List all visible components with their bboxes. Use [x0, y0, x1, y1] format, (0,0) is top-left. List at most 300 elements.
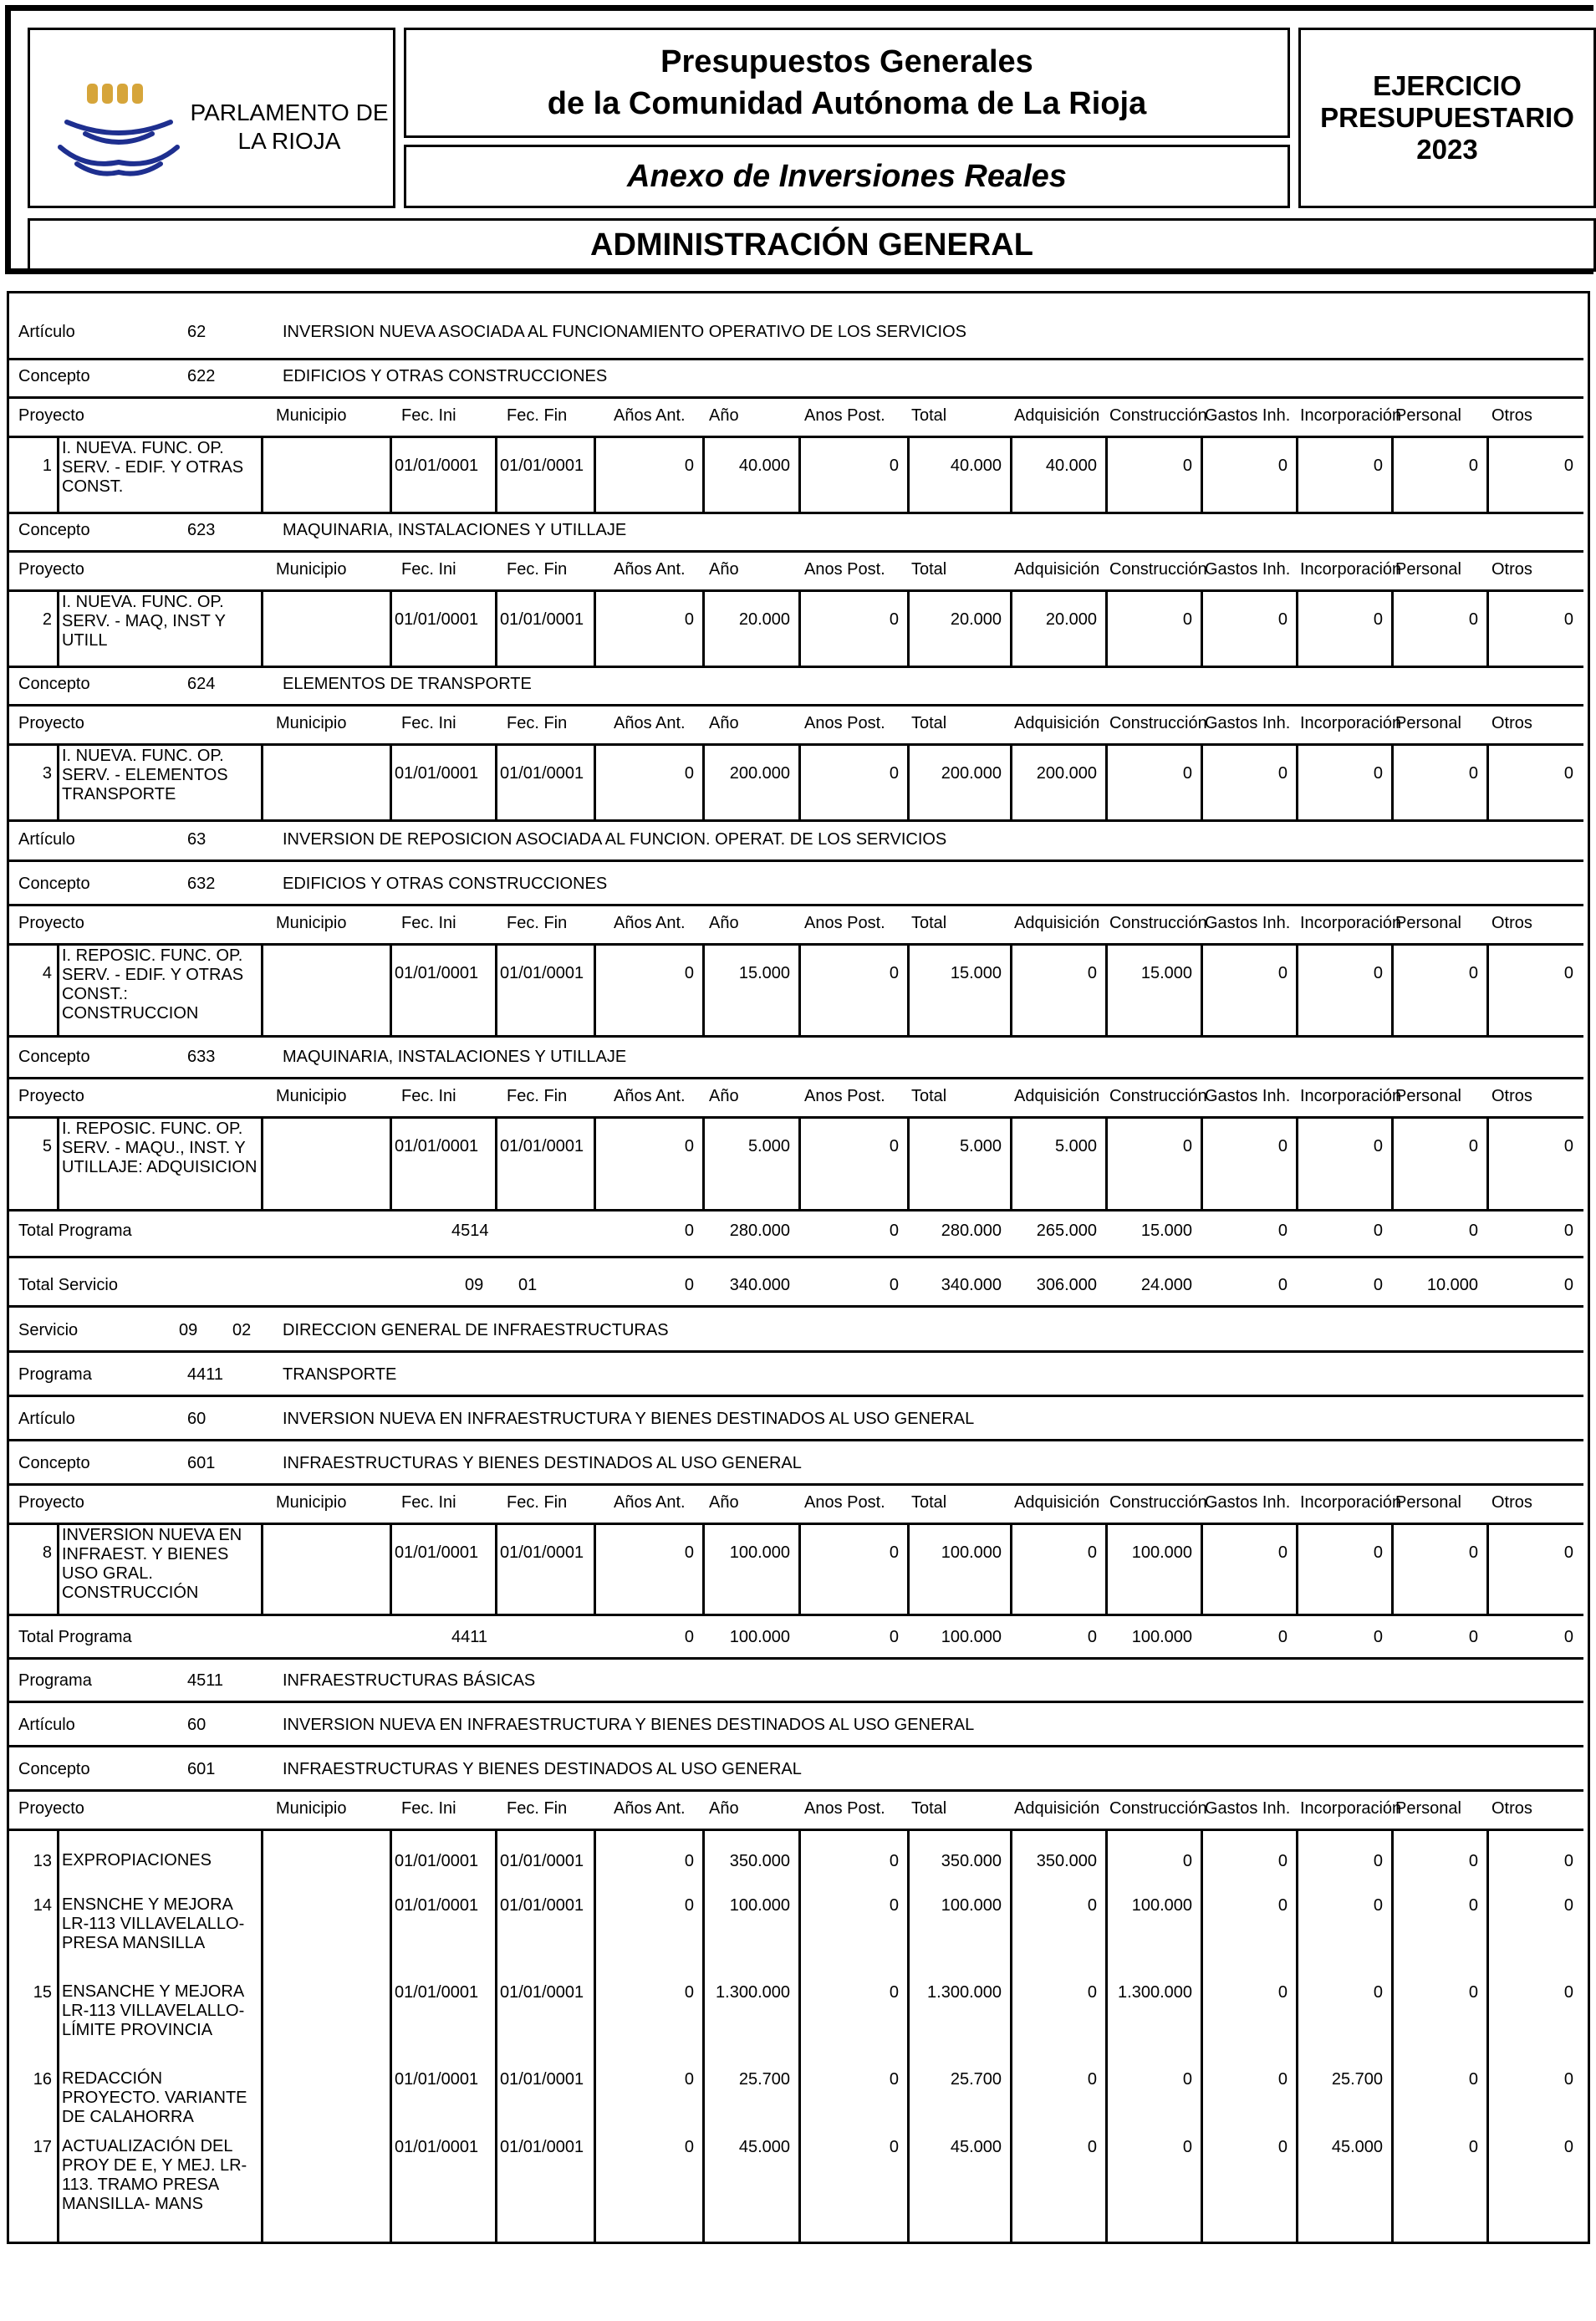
cell-gas: 0: [1277, 1222, 1288, 1240]
project-description: I. NUEVA. FUNC. OP. SERV. - ELEMENTOS TRANSPORTE: [62, 747, 228, 803]
project-description: INVERSION NUEVA EN INFRAEST. Y BIENES USO GRAL. CONSTRUCCIÓN: [62, 1526, 242, 1602]
cell-ano: 340.000: [729, 1276, 790, 1294]
parliament-logo: [52, 79, 186, 187]
cell-fecha-ini: 01/01/0001: [395, 2138, 479, 2156]
cell-otr: 0: [1563, 1137, 1573, 1155]
cell-total: 280.000: [941, 1222, 1002, 1240]
column-header-total: Total: [911, 1493, 947, 1512]
cell-con: 15.000: [1140, 1222, 1192, 1240]
servicio-code1: 09: [179, 1321, 198, 1339]
project-description: ENSNCHE Y MEJORA LR-113 VILLAVELALLO-PRESA MANSILLA: [62, 1895, 245, 1952]
cell-con: 1.300.000: [1118, 1983, 1192, 2002]
level-description: INVERSION NUEVA ASOCIADA AL FUNCIONAMIENTO OPERATIVO DE LOS SERVICIOS: [283, 323, 966, 341]
column-divider: [702, 1116, 705, 1209]
level-label: Concepto: [18, 1760, 90, 1778]
subtitle-box: [404, 145, 1290, 208]
row-divider: [7, 743, 1583, 746]
column-header-fec_ini: Fec. Ini: [401, 560, 456, 579]
row-divider: [7, 860, 1583, 862]
column-header-proyecto: Proyecto: [18, 1493, 84, 1512]
cell-adq: 40.000: [1045, 457, 1097, 475]
column-divider: [1010, 589, 1012, 666]
title-line2: de la Comunidad Autónoma de La Rioja: [547, 86, 1147, 121]
column-divider: [57, 589, 59, 666]
cell-fecha-fin: 01/01/0001: [500, 1137, 584, 1155]
cell-otr: 0: [1563, 964, 1573, 982]
column-header-anos_post: Anos Post.: [804, 914, 885, 932]
cell-fecha-fin: 01/01/0001: [500, 610, 584, 629]
cell-per: 0: [1468, 1543, 1478, 1562]
column-divider: [1391, 1523, 1394, 1614]
cell-fecha-fin: 01/01/0001: [500, 2070, 584, 2089]
column-header-anos_post: Anos Post.: [804, 714, 885, 732]
cell-per: 0: [1468, 764, 1478, 783]
column-header-gastos: Gastos Inh.: [1205, 1493, 1291, 1512]
column-header-fec_ini: Fec. Ini: [401, 1087, 456, 1105]
column-header-anos_ant: Años Ant.: [614, 1493, 686, 1512]
column-header-construccion: Construcción: [1109, 714, 1207, 732]
cell-ano: 100.000: [729, 1628, 790, 1646]
column-divider: [1296, 589, 1298, 666]
cell-otr: 0: [1563, 1896, 1573, 1915]
cell-con: 100.000: [1131, 1543, 1192, 1562]
row-divider: [7, 704, 1583, 707]
cell-inc: 0: [1373, 1276, 1383, 1294]
total-label: Total Programa: [18, 1222, 132, 1240]
cell-total: 25.700: [950, 2070, 1002, 2089]
cell-adq: 5.000: [1054, 1137, 1097, 1155]
servicio-code2: 02: [232, 1321, 252, 1339]
cell-post: 0: [889, 2138, 899, 2156]
column-divider: [1201, 943, 1203, 1035]
cell-post: 0: [889, 2070, 899, 2089]
column-divider: [798, 436, 801, 512]
row-divider: [7, 396, 1583, 399]
project-number: 1: [42, 457, 52, 475]
level-label: Artículo: [18, 830, 75, 849]
column-header-ano: Año: [709, 714, 739, 732]
project-number: 15: [33, 1983, 52, 2002]
cell-gas: 0: [1277, 610, 1288, 629]
column-divider: [390, 1116, 392, 1209]
cell-total: 100.000: [941, 1628, 1002, 1646]
cell-ano: 15.000: [738, 964, 790, 982]
column-header-municipio: Municipio: [276, 1799, 347, 1818]
cell-ant: 0: [684, 457, 694, 475]
project-number: 3: [42, 764, 52, 783]
column-divider: [798, 589, 801, 666]
column-divider: [1486, 1116, 1489, 1209]
cell-inc: 0: [1373, 1137, 1383, 1155]
column-header-fec_ini: Fec. Ini: [401, 914, 456, 932]
column-divider: [1201, 436, 1203, 512]
level-description: DIRECCION GENERAL DE INFRAESTRUCTURAS: [283, 1321, 669, 1339]
column-divider: [1010, 943, 1012, 1035]
project-number: 13: [33, 1852, 52, 1870]
column-header-anos_ant: Años Ant.: [614, 1799, 686, 1818]
column-divider: [798, 1523, 801, 1614]
cell-ant: 0: [684, 2138, 694, 2156]
cell-ano: 100.000: [729, 1896, 790, 1915]
column-header-adquisicion: Adquisición: [1014, 1493, 1100, 1512]
column-header-fec_fin: Fec. Fin: [507, 714, 568, 732]
column-header-ano: Año: [709, 406, 739, 425]
cell-adq: 265.000: [1036, 1222, 1097, 1240]
cell-otr: 0: [1563, 1222, 1573, 1240]
column-header-personal: Personal: [1395, 560, 1461, 579]
cell-otr: 0: [1563, 1543, 1573, 1562]
cell-per: 0: [1468, 2070, 1478, 2089]
cell-total: 5.000: [959, 1137, 1002, 1155]
row-divider: [7, 1439, 1583, 1441]
cell-per: 0: [1468, 2138, 1478, 2156]
cell-gas: 0: [1277, 2070, 1288, 2089]
cell-ano: 40.000: [738, 457, 790, 475]
column-divider: [495, 1116, 497, 1209]
column-header-anos_ant: Años Ant.: [614, 714, 686, 732]
column-header-proyecto: Proyecto: [18, 406, 84, 425]
total-code: 4411: [451, 1628, 488, 1646]
column-header-ano: Año: [709, 1087, 739, 1105]
column-divider: [1010, 743, 1012, 819]
ejercicio-line2: PRESUPUESTARIO: [1320, 102, 1574, 133]
column-header-otros: Otros: [1491, 1799, 1532, 1818]
column-divider: [1010, 1116, 1012, 1209]
cell-ant: 0: [684, 1983, 694, 2002]
total-label: Total Programa: [18, 1628, 132, 1646]
cell-fecha-fin: 01/01/0001: [500, 1852, 584, 1870]
column-header-fec_fin: Fec. Fin: [507, 1087, 568, 1105]
cell-total: 15.000: [950, 964, 1002, 982]
column-header-incorporacion: Incorporación: [1300, 714, 1402, 732]
column-header-fec_fin: Fec. Fin: [507, 406, 568, 425]
project-number: 8: [42, 1543, 52, 1562]
column-divider: [1105, 1829, 1108, 2244]
column-divider: [1201, 743, 1203, 819]
cell-ant: 0: [684, 2070, 694, 2089]
column-divider: [1105, 743, 1108, 819]
column-divider: [1010, 1829, 1012, 2244]
cell-con: 0: [1182, 2138, 1192, 2156]
row-divider: [7, 512, 1583, 514]
level-code: 4511: [187, 1671, 224, 1690]
cell-fecha-fin: 01/01/0001: [500, 1983, 584, 2002]
column-header-municipio: Municipio: [276, 1087, 347, 1105]
column-divider: [495, 589, 497, 666]
project-description: I. NUEVA. FUNC. OP. SERV. - EDIF. Y OTRAS CONST.: [62, 439, 244, 496]
cell-fecha-fin: 01/01/0001: [500, 457, 584, 475]
cell-adq: 0: [1087, 1896, 1097, 1915]
column-header-anos_post: Anos Post.: [804, 1493, 885, 1512]
cell-total: 20.000: [950, 610, 1002, 629]
column-divider: [57, 1116, 59, 1209]
project-description: I. NUEVA. FUNC. OP. SERV. - MAQ, INST Y UTILL: [62, 593, 226, 650]
cell-fecha-ini: 01/01/0001: [395, 1983, 479, 2002]
column-header-personal: Personal: [1395, 1493, 1461, 1512]
cell-post: 0: [889, 610, 899, 629]
level-code: 60: [187, 1410, 207, 1428]
cell-post: 0: [889, 1983, 899, 2002]
column-header-municipio: Municipio: [276, 914, 347, 932]
cell-adq: 0: [1087, 1628, 1097, 1646]
title-line1: Presupuestos Generales: [660, 44, 1033, 79]
level-description: INVERSION DE REPOSICION ASOCIADA AL FUNCION. OPERAT. DE LOS SERVICIOS: [283, 830, 947, 849]
column-divider: [1296, 743, 1298, 819]
column-header-gastos: Gastos Inh.: [1205, 560, 1291, 579]
cell-gas: 0: [1277, 1896, 1288, 1915]
column-header-adquisicion: Adquisición: [1014, 914, 1100, 932]
column-header-adquisicion: Adquisición: [1014, 714, 1100, 732]
column-header-personal: Personal: [1395, 714, 1461, 732]
ejercicio-box: [1298, 28, 1596, 208]
cell-ant: 0: [684, 1628, 694, 1646]
column-header-fec_ini: Fec. Ini: [401, 1799, 456, 1818]
cell-adq: 0: [1087, 1543, 1097, 1562]
column-divider: [261, 1523, 263, 1614]
column-header-otros: Otros: [1491, 714, 1532, 732]
column-header-construccion: Construcción: [1109, 560, 1207, 579]
level-code: 624: [187, 675, 216, 693]
cell-per: 10.000: [1426, 1276, 1478, 1294]
project-number: 16: [33, 2070, 52, 2089]
cell-con: 0: [1182, 1137, 1192, 1155]
cell-gas: 0: [1277, 457, 1288, 475]
column-header-otros: Otros: [1491, 1493, 1532, 1512]
column-header-personal: Personal: [1395, 406, 1461, 425]
row-divider: [7, 1395, 1583, 1397]
column-header-gastos: Gastos Inh.: [1205, 914, 1291, 932]
column-header-total: Total: [911, 1799, 947, 1818]
column-header-ano: Año: [709, 1493, 739, 1512]
row-divider: [7, 1116, 1583, 1119]
column-header-adquisicion: Adquisición: [1014, 560, 1100, 579]
column-divider: [1296, 943, 1298, 1035]
column-header-ano: Año: [709, 560, 739, 579]
column-header-anos_ant: Años Ant.: [614, 914, 686, 932]
column-divider: [495, 1829, 497, 2244]
cell-per: 0: [1468, 1896, 1478, 1915]
cell-fecha-fin: 01/01/0001: [500, 1896, 584, 1915]
level-label: Concepto: [18, 1454, 90, 1472]
cell-per: 0: [1468, 1628, 1478, 1646]
column-divider: [798, 1116, 801, 1209]
level-label: Programa: [18, 1365, 92, 1384]
level-code: 63: [187, 830, 207, 849]
level-label: Servicio: [18, 1321, 79, 1339]
project-number: 2: [42, 610, 52, 629]
column-divider: [1486, 1523, 1489, 1614]
column-header-fec_ini: Fec. Ini: [401, 1493, 456, 1512]
cell-ano: 100.000: [729, 1543, 790, 1562]
cell-per: 0: [1468, 1137, 1478, 1155]
column-divider: [495, 943, 497, 1035]
column-divider: [1486, 436, 1489, 512]
cell-gas: 0: [1277, 764, 1288, 783]
level-code: 622: [187, 367, 216, 385]
level-label: Programa: [18, 1671, 92, 1690]
column-divider: [1486, 1829, 1489, 2244]
cell-total: 100.000: [941, 1543, 1002, 1562]
level-description: EDIFICIOS Y OTRAS CONSTRUCCIONES: [283, 875, 608, 893]
row-divider: [7, 589, 1583, 592]
level-label: Artículo: [18, 323, 75, 341]
cell-fecha-ini: 01/01/0001: [395, 1896, 479, 1915]
cell-fecha-ini: 01/01/0001: [395, 764, 479, 783]
column-divider: [261, 589, 263, 666]
column-divider: [57, 1523, 59, 1614]
column-header-proyecto: Proyecto: [18, 914, 84, 932]
row-divider: [7, 550, 1583, 553]
row-divider: [7, 1256, 1583, 1258]
cell-gas: 0: [1277, 1983, 1288, 2002]
cell-total: 100.000: [941, 1896, 1002, 1915]
cell-gas: 0: [1277, 1852, 1288, 1870]
cell-ano: 25.700: [738, 2070, 790, 2089]
column-header-otros: Otros: [1491, 1087, 1532, 1105]
column-header-incorporacion: Incorporación: [1300, 1087, 1402, 1105]
row-divider: [7, 1701, 1583, 1703]
ejercicio-year: 2023: [1416, 134, 1478, 165]
column-divider: [390, 1523, 392, 1614]
cell-con: 0: [1182, 1852, 1192, 1870]
level-description: MAQUINARIA, INSTALACIONES Y UTILLAJE: [283, 1048, 627, 1066]
level-label: Concepto: [18, 1048, 90, 1066]
row-divider: [7, 1657, 1583, 1660]
column-divider: [495, 743, 497, 819]
cell-con: 15.000: [1140, 964, 1192, 982]
column-divider: [702, 436, 705, 512]
column-header-proyecto: Proyecto: [18, 714, 84, 732]
cell-post: 0: [889, 1543, 899, 1562]
org-line1: PARLAMENTO DE: [190, 99, 389, 125]
column-divider: [1105, 1523, 1108, 1614]
column-divider: [1391, 1829, 1394, 2244]
column-header-otros: Otros: [1491, 560, 1532, 579]
column-header-otros: Otros: [1491, 914, 1532, 932]
cell-gas: 0: [1277, 2138, 1288, 2156]
row-divider: [7, 358, 1583, 360]
level-description: EDIFICIOS Y OTRAS CONSTRUCCIONES: [283, 367, 608, 385]
column-header-municipio: Municipio: [276, 714, 347, 732]
cell-per: 0: [1468, 964, 1478, 982]
column-header-anos_post: Anos Post.: [804, 406, 885, 425]
cell-fecha-ini: 01/01/0001: [395, 457, 479, 475]
column-divider: [1486, 589, 1489, 666]
cell-ano: 5.000: [747, 1137, 790, 1155]
column-header-construccion: Construcción: [1109, 1087, 1207, 1105]
cell-total: 350.000: [941, 1852, 1002, 1870]
column-divider: [1105, 436, 1108, 512]
cell-fecha-ini: 01/01/0001: [395, 610, 479, 629]
column-divider: [495, 436, 497, 512]
column-header-personal: Personal: [1395, 1087, 1461, 1105]
cell-con: 24.000: [1140, 1276, 1192, 1294]
column-divider: [57, 743, 59, 819]
project-description: I. REPOSIC. FUNC. OP. SERV. - EDIF. Y OTRAS CONST.: CONSTRUCCION: [62, 946, 244, 1023]
total-label: Total Servicio: [18, 1276, 118, 1294]
column-divider: [1105, 1116, 1108, 1209]
column-divider: [261, 1116, 263, 1209]
cell-inc: 0: [1373, 1983, 1383, 2002]
cell-otr: 0: [1563, 1628, 1573, 1646]
column-divider: [1296, 1829, 1298, 2244]
column-divider: [798, 1829, 801, 2244]
cell-inc: 0: [1373, 1543, 1383, 1562]
column-header-total: Total: [911, 914, 947, 932]
cell-gas: 0: [1277, 1276, 1288, 1294]
cell-ano: 1.300.000: [716, 1983, 790, 2002]
column-divider: [261, 743, 263, 819]
cell-gas: 0: [1277, 964, 1288, 982]
row-divider: [7, 1350, 1583, 1353]
column-divider: [1391, 436, 1394, 512]
column-divider: [907, 1523, 910, 1614]
column-header-municipio: Municipio: [276, 406, 347, 425]
level-description: ELEMENTOS DE TRANSPORTE: [283, 675, 532, 693]
column-header-construccion: Construcción: [1109, 1493, 1207, 1512]
column-divider: [594, 436, 596, 512]
cell-fecha-ini: 01/01/0001: [395, 1543, 479, 1562]
column-header-incorporacion: Incorporación: [1300, 1493, 1402, 1512]
cell-ant: 0: [684, 964, 694, 982]
project-description: EXPROPIACIONES: [62, 1851, 212, 1870]
column-header-incorporacion: Incorporación: [1300, 1799, 1402, 1818]
column-divider: [594, 1523, 596, 1614]
cell-con: 0: [1182, 2070, 1192, 2089]
row-divider: [7, 1483, 1583, 1486]
level-code: 601: [187, 1454, 216, 1472]
column-header-personal: Personal: [1395, 914, 1461, 932]
cell-ant: 0: [684, 1852, 694, 1870]
column-header-anos_post: Anos Post.: [804, 560, 885, 579]
column-header-anos_ant: Años Ant.: [614, 560, 686, 579]
total-code2: 01: [518, 1276, 538, 1294]
column-divider: [1201, 589, 1203, 666]
column-divider: [57, 943, 59, 1035]
column-header-fec_ini: Fec. Ini: [401, 714, 456, 732]
column-divider: [1010, 1523, 1012, 1614]
cell-total: 45.000: [950, 2138, 1002, 2156]
cell-per: 0: [1468, 610, 1478, 629]
level-description: INVERSION NUEVA EN INFRAESTRUCTURA Y BIENES DESTINADOS AL USO GENERAL: [283, 1410, 975, 1428]
column-divider: [798, 743, 801, 819]
level-label: Concepto: [18, 521, 90, 539]
column-header-otros: Otros: [1491, 406, 1532, 425]
column-divider: [1486, 943, 1489, 1035]
level-label: Concepto: [18, 875, 90, 893]
cell-fecha-ini: 01/01/0001: [395, 1852, 479, 1870]
column-divider: [594, 1116, 596, 1209]
column-divider: [594, 1829, 596, 2244]
cell-adq: 200.000: [1036, 764, 1097, 783]
cell-adq: 0: [1087, 964, 1097, 982]
column-divider: [702, 743, 705, 819]
level-description: INFRAESTRUCTURAS Y BIENES DESTINADOS AL USO GENERAL: [283, 1454, 802, 1472]
cell-post: 0: [889, 1276, 899, 1294]
section-box: [28, 218, 1596, 272]
cell-fecha-ini: 01/01/0001: [395, 1137, 479, 1155]
column-header-incorporacion: Incorporación: [1300, 914, 1402, 932]
column-header-anos_ant: Años Ant.: [614, 406, 686, 425]
cell-fecha-ini: 01/01/0001: [395, 964, 479, 982]
project-number: 14: [33, 1896, 52, 1915]
level-label: Concepto: [18, 675, 90, 693]
level-label: Artículo: [18, 1410, 75, 1428]
level-label: Concepto: [18, 367, 90, 385]
project-number: 4: [42, 964, 52, 982]
cell-per: 0: [1468, 1983, 1478, 2002]
column-header-personal: Personal: [1395, 1799, 1461, 1818]
